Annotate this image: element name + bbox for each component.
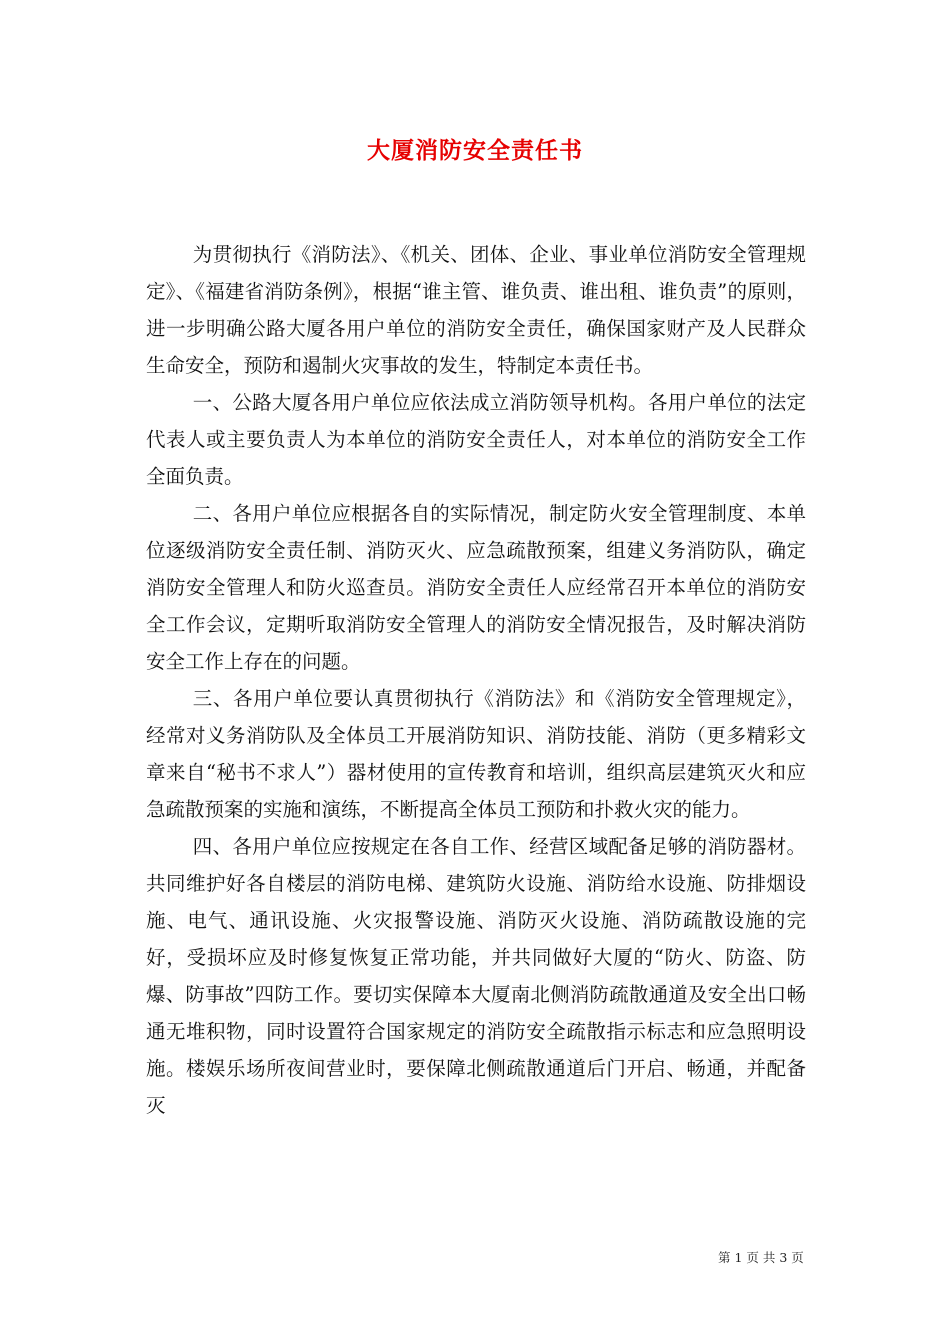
- document-title: 大厦消防安全责任书: [367, 137, 583, 164]
- paragraph-clause-3: 三、各用户单位要认真贯彻执行《消防法》和《消防安全管理规定》，经常对义务消防队及全体员工开展消防知识、消防技能、消防（更多精彩文章来自“秘书不求人”）器材使用的宣传教育和培训，组织高层建筑灭火和应急疏散预案的实施和演练，不断提高全体员工预防和扑救火灾的能力。: [146, 687, 806, 821]
- paragraph-preamble: 为贯彻执行《消防法》、《机关、团体、企业、事业单位消防安全管理规定》、《福建省消防条例》，根据“谁主管、谁负责、谁出租、谁负责”的原则，进一步明确公路大厦各用户单位的消防安全责任，确保国家财产及人民群众生命安全，预防和遏制火灾事故的发生，特制定本责任书。: [146, 243, 806, 377]
- paragraph-clause-2: 二、各用户单位应根据各自的实际情况，制定防火安全管理制度、本单位逐级消防安全责任制、消防灭火、应急疏散预案，组建义务消防队，确定消防安全管理人和防火巡查员。消防安全责任人应经常召开本单位的消防安全工作会议，定期听取消防安全管理人的消防安全情况报告，及时解决消防安全工作上存在的问题。: [146, 502, 806, 673]
- paragraph-clause-1: 一、公路大厦各用户单位应依法成立消防领导机构。各用户单位的法定代表人或主要负责人为本单位的消防安全责任人，对本单位的消防安全工作全面负责。: [146, 391, 806, 488]
- document-body: [146, 236, 806, 1124]
- paragraph-clause-4: 四、各用户单位应按规定在各自工作、经营区域配备足够的消防器材。共同维护好各自楼层的消防电梯、建筑防火设施、消防给水设施、防排烟设施、电气、通讯设施、火灾报警设施、消防灭火设施、消防疏散设施的完好，受损坏应及时修复恢复正常功能，并共同做好大厦的“防火、防盗、防爆、防事故”四防工作。要切实保障本大厦南北侧消防疏散通道及安全出口畅通无堆积物，同时设置符合国家规定的消防安全疏散指示标志和应急照明设施。楼娱乐场所夜间营业时，要保障北侧疏散通道后门开启、畅通，并配备灭: [146, 835, 806, 1117]
- page-number: 第 1 页 共 3 页: [718, 1250, 804, 1265]
